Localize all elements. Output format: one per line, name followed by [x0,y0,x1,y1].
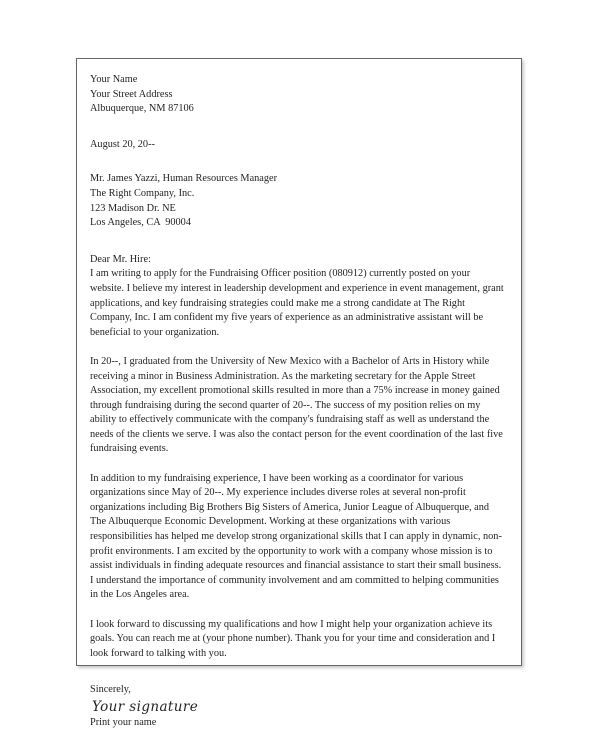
letter-content [77,59,521,731]
sender-line-street: Your Street Address [90,88,173,100]
body-paragraph-1: I am writing to apply for the Fundraising Officer position (080912) currently posted on your website. I believe my interest in leadership development and experience in event management, grant applications, and key fundraising strategies could make me a strong candidate at The Right Company, Inc. I am confident my five years of experience as an administrative assistant will be beneficial to your organization. [90,268,504,338]
sender-line-city-state-zip: Albuquerque, NM 87106 [90,103,194,115]
recipient-line-name-title: Mr. James Yazzi, Human Resources Manager [90,173,278,185]
recipient-line-street: 123 Madison Dr. NE [90,202,176,214]
printed-name-placeholder: Print your name [90,716,157,728]
recipient-line-company: The Right Company, Inc. [90,187,195,199]
date-line: August 20, 20-- [90,138,155,150]
recipient-line-city-state-zip: Los Angeles, CA 90004 [90,217,191,229]
body-paragraph-3: In addition to my fundraising experience, I have been working as a coordinator for various organizations since May of 20--. My experience includes diverse roles at several non-profit organizations including Big Brothers Big Sisters of America, Junior League of Albuquerque, and The Albuquerque Economic Development. Working at these organizations with various responsibilities has helped me develop strong organizational skills that I can apply in dynamic, non-profit environments. I am excited by the opportunity to work with a company whose mission is to assist individuals in finding adequate resources and financial assistance to start their small business. I understand the importance of community involvement and am committed to helping communities in the Los Angeles area. [90,472,502,601]
recipient-address-block [90,172,505,230]
letter-page [76,58,522,728]
valediction: Sincerely, [90,684,131,696]
closing-block [90,683,505,730]
body-paragraph-2: In 20--, I graduated from the University of New Mexico with a Bachelor of Arts in History while receiving a minor in Business Administration. As the marketing secretary for the Apple Street Association, my excellent promotional skills resulted in more than a 75% increase in money gained through fundraising during the second quarter of 20--. The success of my position relies on my ability to effectively communicate with the company's fundraising staff as well as understand the needs of the clients we serve. I was also the contact person for the event coordination of the last five fundraising events. [90,355,503,455]
sender-line-name: Your Name [90,74,138,85]
salutation: Dear Mr. Hire: [90,253,151,265]
signature-placeholder: Your signature [92,698,199,715]
sender-address-block [90,73,505,117]
body-paragraph-4: I look forward to discussing my qualifications and how I might help your organization achieve its goals. You can reach me at (your phone number). Thank you for your time and consideration and I look forward to talking with you. [90,618,496,659]
